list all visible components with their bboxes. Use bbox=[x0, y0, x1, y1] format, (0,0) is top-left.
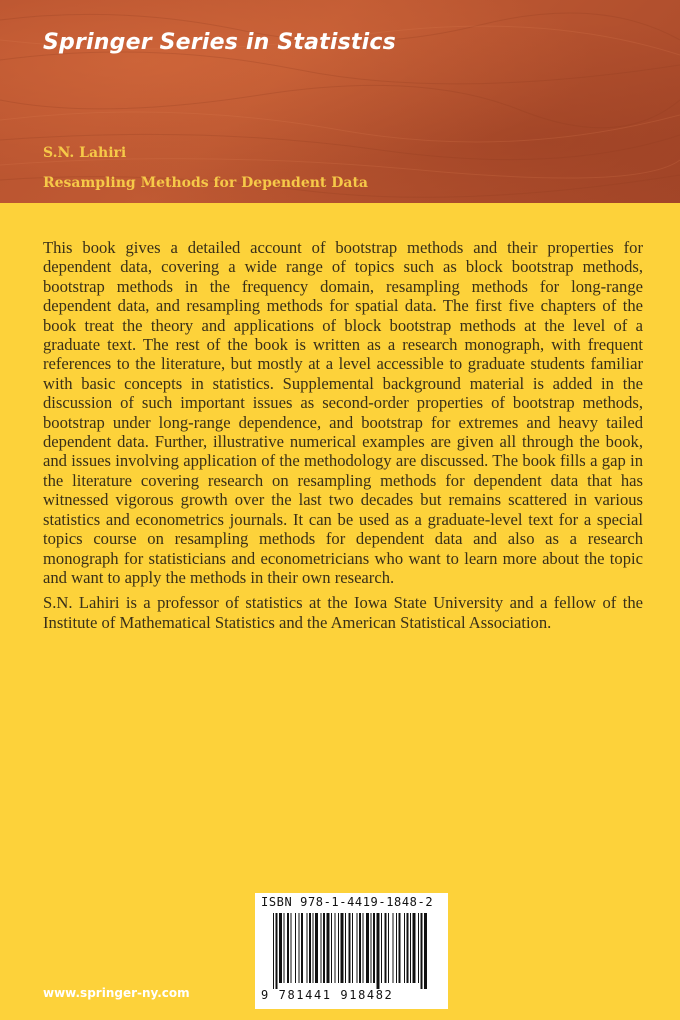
isbn-label: ISBN 978-1-4419-1848-2 bbox=[261, 895, 434, 909]
cover-header-band bbox=[0, 0, 680, 203]
barcode-bar bbox=[331, 913, 332, 983]
barcode-bar bbox=[377, 913, 380, 989]
barcode-bar bbox=[284, 913, 285, 983]
barcode-bar bbox=[299, 913, 300, 983]
barcode-bar bbox=[357, 913, 358, 983]
ean-digits: 9 781441 918482 bbox=[261, 988, 394, 1002]
barcode-bar bbox=[287, 913, 289, 983]
back-cover-blurb bbox=[43, 238, 643, 638]
barcode-bar bbox=[421, 913, 423, 989]
barcode-bar bbox=[307, 913, 308, 983]
barcode-bar bbox=[273, 913, 274, 989]
isbn-barcode bbox=[255, 893, 448, 1009]
barcode-bar bbox=[341, 913, 344, 983]
barcode-bar bbox=[363, 913, 364, 983]
barcode-bar bbox=[338, 913, 339, 983]
description-paragraph: This book gives a detailed account of bootstrap methods and their properties for dependent data, covering a wide range of topics such as block bootstrap methods, bootstrap methods in the frequency domain, resampling methods for long-range dependent data, and resampling methods for spatial data. The first five chapters of the book treat the theory and applications of block bootstrap methods at the level of a graduate text. The rest of the book is written as a research monograph, with frequent references to the literature, but mostly at a level accessible to graduate students familiar with basic concepts in statistics. Supplemental background material is added in the discussion of such important issues as second-order properties of bootstrap methods, bootstrap under long-range dependence, and bootstrap for extremes and heavy tailed dependent data. Further, illustrative numerical examples are given all through the book, and issues involving application of the methodology are discussed. The book fills a gap in the literature covering research on resampling methods for dependent data that has witnessed vigorous growth over the last two decades but remains scattered in various statistics and econometrics journals. It can be used as a graduate-level text for a special topics course on resampling methods for dependent data and also as a research monograph for statisticians and econometricians who want to learn more about the topic and want to apply the methods in their own research. bbox=[43, 238, 643, 587]
series-title: Springer Series in Statistics bbox=[43, 30, 396, 55]
author-name: S.N. Lahiri bbox=[43, 145, 127, 161]
barcode-bar bbox=[424, 913, 427, 989]
barcode-bar bbox=[418, 913, 419, 983]
barcode-bar bbox=[373, 913, 375, 983]
barcode-bar bbox=[366, 913, 369, 983]
barcode-bar bbox=[393, 913, 394, 983]
barcode-bar bbox=[413, 913, 416, 983]
barcode-bar bbox=[321, 913, 322, 983]
barcode-bar bbox=[315, 913, 318, 983]
barcode-bar bbox=[291, 913, 292, 983]
barcode-bar bbox=[399, 913, 401, 983]
book-title: Resampling Methods for Dependent Data bbox=[43, 175, 369, 191]
author-bio-paragraph: S.N. Lahiri is a professor of statistics at the Iowa State University and a fellow of the Institute of Mathematical Statistics and the American Statistical Association. bbox=[43, 593, 643, 632]
barcode-bar bbox=[313, 913, 314, 983]
barcode-bar bbox=[371, 913, 372, 983]
barcode-bar bbox=[388, 913, 389, 983]
barcode-bar bbox=[301, 913, 303, 983]
barcode-bar bbox=[349, 913, 351, 983]
barcode-bars bbox=[267, 913, 437, 991]
barcode-bar bbox=[279, 913, 282, 983]
barcode-bar bbox=[323, 913, 325, 983]
barcode-bar bbox=[381, 913, 382, 983]
barcode-bar bbox=[327, 913, 330, 983]
barcode-bar bbox=[352, 913, 353, 983]
barcode-bar bbox=[385, 913, 387, 983]
barcode-bar bbox=[295, 913, 296, 983]
barcode-bar bbox=[359, 913, 361, 983]
barcode-bar bbox=[407, 913, 409, 983]
barcode-bar bbox=[410, 913, 411, 983]
barcode-bar bbox=[396, 913, 397, 983]
barcode-bar bbox=[345, 913, 346, 983]
barcode-bar bbox=[335, 913, 336, 983]
barcode-bar bbox=[309, 913, 311, 983]
barcode-bar bbox=[404, 913, 405, 983]
barcode-bar bbox=[276, 913, 278, 989]
publisher-website: www.springer-ny.com bbox=[43, 986, 190, 1000]
